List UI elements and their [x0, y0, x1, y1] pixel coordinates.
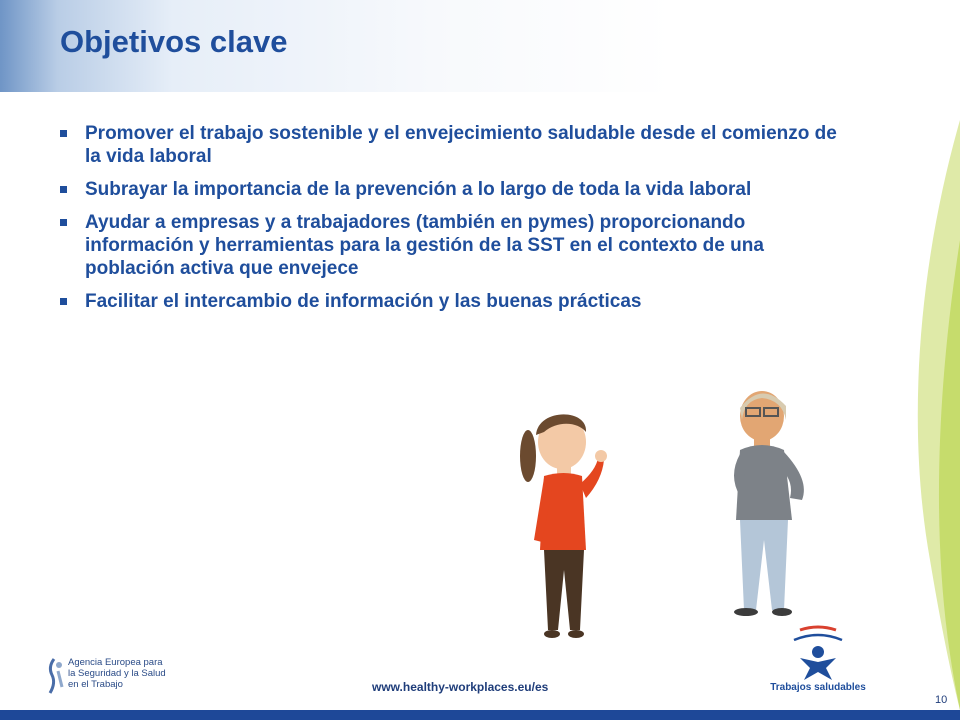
- footer-bar: [0, 710, 960, 720]
- bullet-item: [58, 178, 848, 201]
- square-bullet-icon: [60, 130, 67, 137]
- agency-logo-line: Agencia Europea para: [68, 657, 163, 668]
- square-bullet-icon: [60, 186, 67, 193]
- workers-illustration: [500, 380, 830, 650]
- bullet-item: [58, 211, 848, 280]
- bullet-text: Ayudar a empresas y a trabajadores (también en pymes) proporcionando información y herramientas para la gestión de la SST en el contexto de una población activa que envejece: [85, 212, 764, 279]
- agency-logo-text: [68, 657, 166, 690]
- footer-url[interactable]: www.healthy-workplaces.eu/es: [372, 680, 549, 694]
- square-bullet-icon: [60, 298, 67, 305]
- bullet-list: [58, 122, 848, 323]
- slide-title: Objetivos clave: [60, 24, 288, 59]
- bullet-text: Facilitar el intercambio de información y las buenas prácticas: [85, 291, 642, 312]
- bullet-text: Promover el trabajo sostenible y el envejecimiento saludable desde el comienzo de la vida laboral: [85, 123, 837, 167]
- bullet-text: Subrayar la importancia de la prevención a lo largo de toda la vida laboral: [85, 179, 752, 200]
- bullet-item: [58, 290, 848, 313]
- older-man-figure: [734, 391, 804, 616]
- page-number: 10: [935, 694, 948, 706]
- agency-logo: [46, 655, 196, 700]
- young-woman-figure: [520, 414, 607, 638]
- square-bullet-icon: [60, 219, 67, 226]
- agency-emblem-icon: [46, 657, 66, 697]
- bullet-item: [58, 122, 848, 168]
- healthy-workplaces-text: Trabajos saludables: [770, 682, 866, 693]
- star-figure-icon: [770, 622, 866, 680]
- agency-logo-line: en el Trabajo: [68, 679, 123, 690]
- agency-logo-line: la Seguridad y la Salud: [68, 668, 166, 679]
- green-swoosh-decoration: [860, 0, 960, 710]
- healthy-workplaces-logo: [770, 622, 866, 696]
